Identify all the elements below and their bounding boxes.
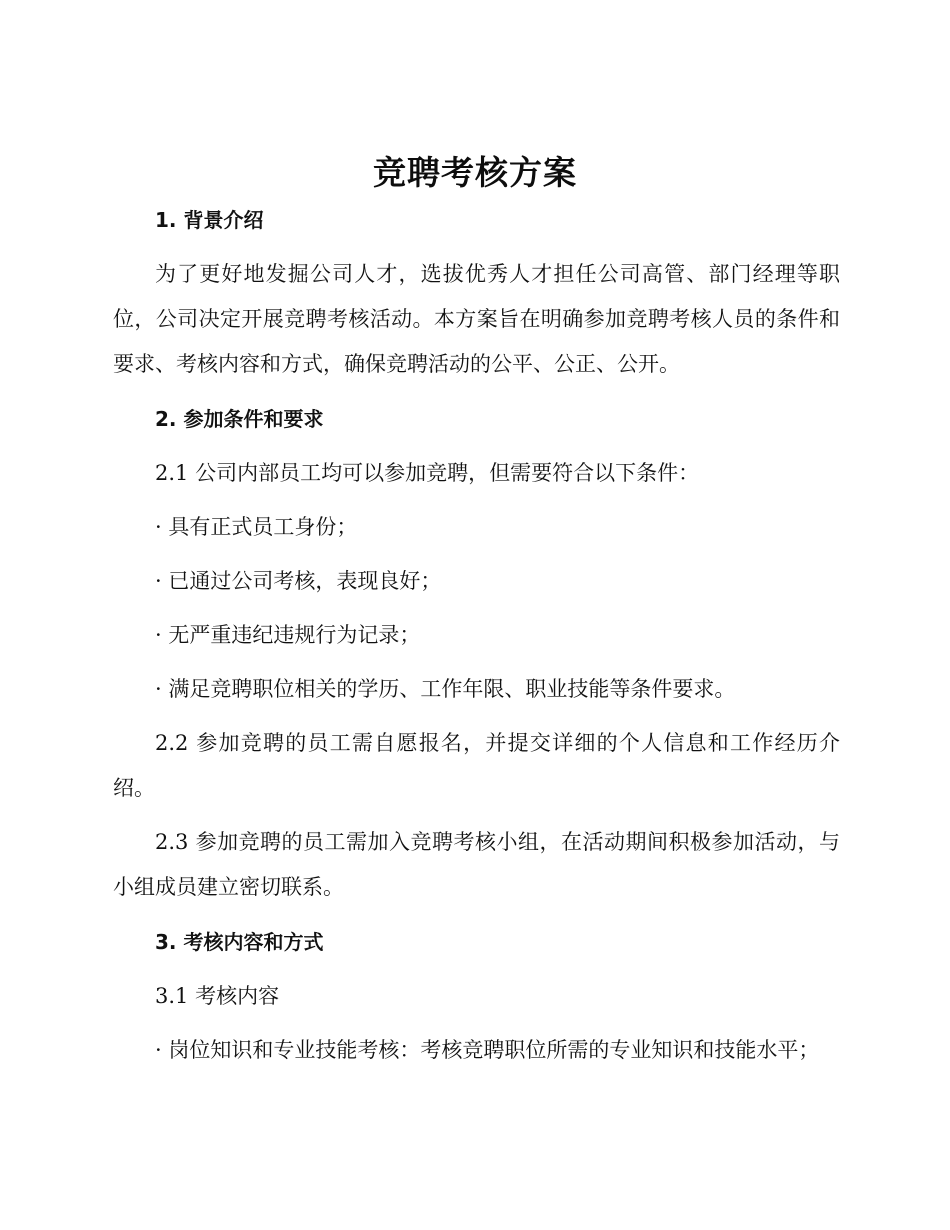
paragraph-2-3: 2.3 参加竞聘的员工需加入竞聘考核小组，在活动期间积极参加活动，与小组成员建立密切联系。 bbox=[113, 830, 840, 899]
paragraph-3-1: 3.1 考核内容 bbox=[155, 984, 280, 1008]
section-heading-assessment: 3. 考核内容和方式 bbox=[155, 930, 324, 954]
paragraph-2-2: 2.2 参加竞聘的员工需自愿报名，并提交详细的个人信息和工作经历介绍。 bbox=[113, 731, 840, 800]
list-item: · 具有正式员工身份； bbox=[155, 515, 358, 539]
document-title: 竞聘考核方案 bbox=[373, 153, 577, 192]
paragraph-background: 为了更好地发掘公司人才，选拔优秀人才担任公司高管、部门经理等职位，公司决定开展竞聘考核活动。本方案旨在明确参加竞聘考核人员的条件和要求、考核内容和方式，确保竞聘活动的公平、公正、公开。 bbox=[113, 262, 840, 376]
paragraph-2-1: 2.1 公司内部员工均可以参加竞聘，但需要符合以下条件： bbox=[155, 461, 700, 485]
list-item: · 满足竞聘职位相关的学历、工作年限、职业技能等条件要求。 bbox=[155, 677, 736, 701]
section-heading-conditions: 2. 参加条件和要求 bbox=[155, 407, 324, 431]
list-item: · 岗位知识和专业技能考核：考核竞聘职位所需的专业知识和技能水平； bbox=[155, 1038, 820, 1062]
section-heading-background: 1. 背景介绍 bbox=[155, 208, 264, 232]
document-body bbox=[113, 198, 840, 1073]
list-item: · 无严重违纪违规行为记录； bbox=[155, 623, 421, 647]
list-item: · 已通过公司考核，表现良好； bbox=[155, 569, 442, 593]
